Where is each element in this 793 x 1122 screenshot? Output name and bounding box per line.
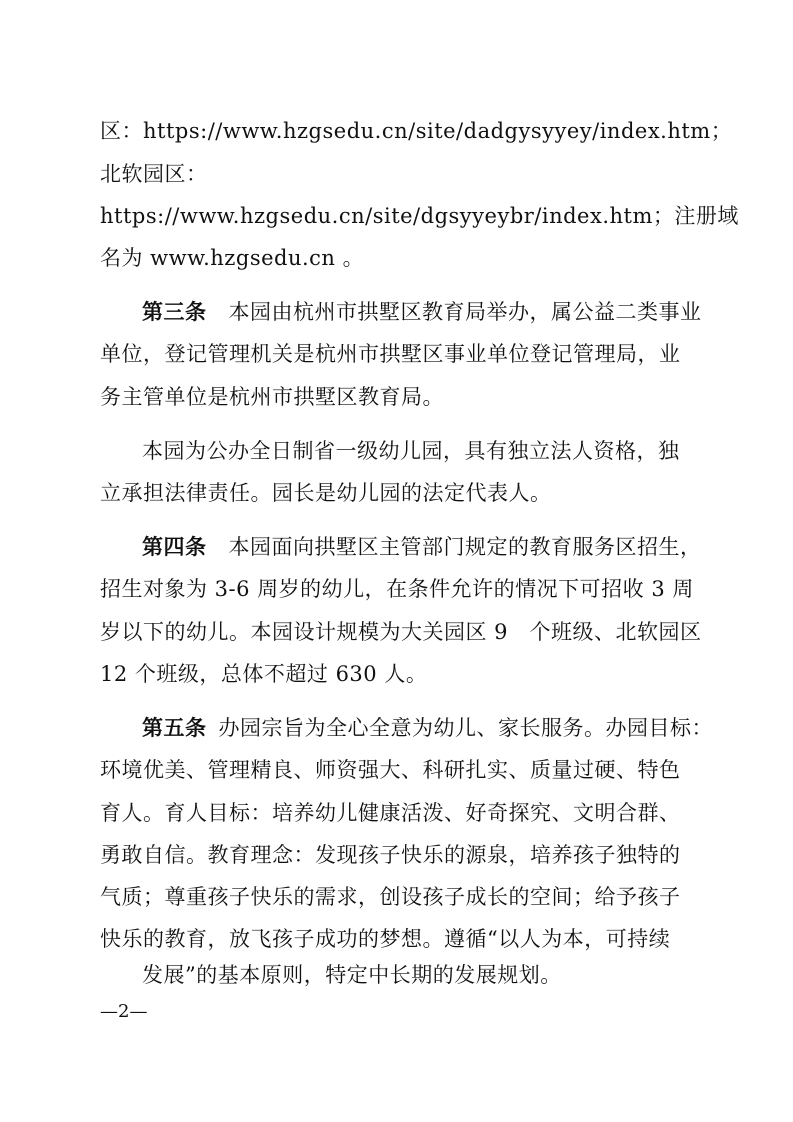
- intro-line-4: 名为 www.hzgsedu.cn 。: [100, 246, 365, 270]
- article-4-line-1: [142, 532, 702, 562]
- article-4-text: 本园面向拱墅区主管部门规定的教育服务区招生，: [228, 535, 702, 559]
- article-3-line-1: [142, 297, 702, 327]
- article-4-line-2: 招生对象为 3-6 周岁的幼儿，在条件允许的情况下可招收 3 周: [100, 577, 694, 601]
- article-3-line-3: 务主管单位是杭州市拱墅区教育局。: [100, 385, 444, 409]
- article-5-heading: 第五条: [142, 716, 207, 740]
- article-5-line-7: 发展”的基本原则，特定中长期的发展规划。: [142, 963, 562, 987]
- article-4-heading: 第四条: [142, 535, 207, 559]
- intro-line-1: 区：https://www.hzgsedu.cn/site/dadgysyyey/index.htm；: [100, 119, 733, 143]
- article-3-line-2: 单位，登记管理机关是杭州市拱墅区事业单位登记管理局，业: [100, 342, 681, 366]
- article-5-line-3: 育人。育人目标：培养幼儿健康活泼、好奇探究、文明合群、: [100, 801, 681, 825]
- article-5-line-5: 气质；尊重孩子快乐的需求，创设孩子成长的空间；给予孩子: [100, 885, 681, 909]
- article-5-line-2: 环境优美、管理精良、师资强大、科研扎实、质量过硬、特色: [100, 758, 681, 782]
- article-4-line-3: 岁以下的幼儿。本园设计规模为大关园区 9 个班级、北软园区: [100, 620, 702, 644]
- article-4-line-4: 12 个班级，总体不超过 630 人。: [100, 662, 428, 686]
- article-3-paragraph-2-line-2: 立承担法律责任。园长是幼儿园的法定代表人。: [100, 481, 552, 505]
- article-5-line-1: [142, 713, 713, 743]
- intro-line-2: 北软园区：: [100, 162, 208, 186]
- article-3-text: 本园由杭州市拱墅区教育局举办，属公益二类事业: [228, 300, 702, 324]
- article-5-line-6: 快乐的教育，放飞孩子成功的梦想。遵循“以人为本，可持续: [100, 927, 671, 951]
- article-5-text: 办园宗旨为全心全意为幼儿、家长服务。办园目标：: [218, 716, 713, 740]
- article-3-heading: 第三条: [142, 300, 207, 324]
- article-5-line-4: 勇敢自信。教育理念：发现孩子快乐的源泉，培养孩子独特的: [100, 843, 681, 867]
- article-3-paragraph-2-line-1: 本园为公办全日制省一级幼儿园，具有独立法人资格，独: [142, 439, 680, 463]
- intro-line-3: https://www.hzgsedu.cn/site/dgsyyeybr/index.htm；注册域: [100, 204, 739, 228]
- page-number: —2—: [100, 1001, 148, 1022]
